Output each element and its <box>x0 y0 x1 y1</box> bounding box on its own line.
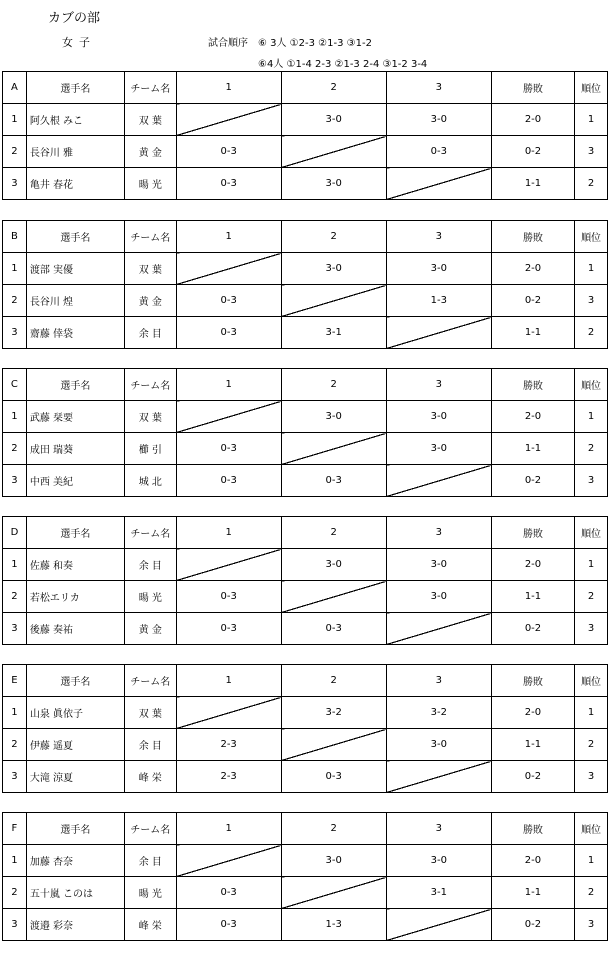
player-number: 1 <box>3 549 27 581</box>
rank: 3 <box>575 465 608 497</box>
win-loss: 0-2 <box>491 465 574 497</box>
result-vs-2: 3-0 <box>281 549 386 581</box>
self-match-cell <box>386 168 491 200</box>
header-col-3: 3 <box>386 665 491 697</box>
self-match-cell <box>176 104 281 136</box>
team-name: 余 目 <box>125 317 177 349</box>
self-match-cell <box>386 613 491 645</box>
group-label: E <box>3 665 27 697</box>
player-number: 3 <box>3 761 27 793</box>
result-vs-1: 0-3 <box>176 168 281 200</box>
group-table-c <box>2 368 608 497</box>
group-label: C <box>3 369 27 401</box>
result-vs-3: 3-1 <box>386 877 491 909</box>
table-row <box>3 909 608 941</box>
player-number: 3 <box>3 909 27 941</box>
group-label: D <box>3 517 27 549</box>
team-name: 双 葉 <box>125 253 177 285</box>
result-vs-2: 3-0 <box>281 168 386 200</box>
table-row <box>3 168 608 200</box>
win-loss: 2-0 <box>491 549 574 581</box>
rank: 1 <box>575 697 608 729</box>
win-loss: 1-1 <box>491 581 574 613</box>
header-col-3: 3 <box>386 72 491 104</box>
self-match-cell <box>176 845 281 877</box>
header-col-2: 2 <box>281 221 386 253</box>
player-name: 阿久根 みこ <box>26 104 124 136</box>
team-name: 黄 金 <box>125 136 177 168</box>
team-name: 峰 栄 <box>125 909 177 941</box>
header-team: チーム名 <box>125 221 177 253</box>
rank: 2 <box>575 729 608 761</box>
header-col-2: 2 <box>281 72 386 104</box>
player-number: 1 <box>3 104 27 136</box>
header-col-2: 2 <box>281 369 386 401</box>
player-number: 2 <box>3 729 27 761</box>
player-number: 2 <box>3 581 27 613</box>
result-vs-3: 3-0 <box>386 549 491 581</box>
player-number: 3 <box>3 465 27 497</box>
result-vs-1: 2-3 <box>176 729 281 761</box>
result-vs-3: 3-0 <box>386 581 491 613</box>
team-name: 余 目 <box>125 729 177 761</box>
match-order-four-players: ⑥4人 ①1-4 2-3 ②1-3 2-4 ③1-2 3-4 <box>258 59 428 70</box>
player-number: 2 <box>3 877 27 909</box>
header-rank: 順位 <box>575 369 608 401</box>
result-vs-1: 0-3 <box>176 136 281 168</box>
win-loss: 1-1 <box>491 729 574 761</box>
player-name: 亀井 春花 <box>26 168 124 200</box>
player-name: 中西 美紀 <box>26 465 124 497</box>
header-col-2: 2 <box>281 517 386 549</box>
self-match-cell <box>281 877 386 909</box>
header-team: チーム名 <box>125 517 177 549</box>
win-loss: 2-0 <box>491 253 574 285</box>
header-col-1: 1 <box>176 665 281 697</box>
rank: 2 <box>575 433 608 465</box>
self-match-cell <box>281 729 386 761</box>
team-name: 双 葉 <box>125 697 177 729</box>
header-team: チーム名 <box>125 813 177 845</box>
win-loss: 0-2 <box>491 285 574 317</box>
group-table-d <box>2 516 608 645</box>
result-vs-2: 3-2 <box>281 697 386 729</box>
group-label: F <box>3 813 27 845</box>
rank: 3 <box>575 909 608 941</box>
result-vs-3: 1-3 <box>386 285 491 317</box>
player-name: 山泉 眞依子 <box>26 697 124 729</box>
header-win-loss: 勝敗 <box>491 813 574 845</box>
player-name: 長谷川 煌 <box>26 285 124 317</box>
player-name: 成田 瑞葵 <box>26 433 124 465</box>
header-name: 選手名 <box>26 369 124 401</box>
player-number: 1 <box>3 697 27 729</box>
player-number: 2 <box>3 285 27 317</box>
player-name: 渡部 実優 <box>26 253 124 285</box>
self-match-cell <box>386 909 491 941</box>
table-row <box>3 253 608 285</box>
header-col-3: 3 <box>386 813 491 845</box>
team-name: 黄 金 <box>125 613 177 645</box>
self-match-cell <box>386 465 491 497</box>
player-name: 後藤 奏祐 <box>26 613 124 645</box>
result-vs-2: 3-0 <box>281 104 386 136</box>
header-col-2: 2 <box>281 813 386 845</box>
team-name: 余 目 <box>125 549 177 581</box>
match-order-three-players: ⑥ 3人 ①2-3 ②1-3 ③1-2 <box>258 38 372 49</box>
rank: 1 <box>575 253 608 285</box>
result-vs-3: 3-0 <box>386 253 491 285</box>
header-team: チーム名 <box>125 72 177 104</box>
team-name: 黄 金 <box>125 285 177 317</box>
table-row <box>3 549 608 581</box>
player-name: 渡邉 彩奈 <box>26 909 124 941</box>
win-loss: 2-0 <box>491 401 574 433</box>
header-rank: 順位 <box>575 221 608 253</box>
player-number: 3 <box>3 317 27 349</box>
result-vs-3: 3-0 <box>386 401 491 433</box>
player-number: 1 <box>3 401 27 433</box>
player-number: 3 <box>3 168 27 200</box>
table-row <box>3 581 608 613</box>
table-row <box>3 697 608 729</box>
header-name: 選手名 <box>26 665 124 697</box>
result-vs-2: 3-0 <box>281 845 386 877</box>
header-col-3: 3 <box>386 369 491 401</box>
win-loss: 2-0 <box>491 104 574 136</box>
table-header-row <box>3 221 608 253</box>
header-name: 選手名 <box>26 813 124 845</box>
result-vs-3: 3-0 <box>386 729 491 761</box>
group-label: A <box>3 72 27 104</box>
result-vs-3: 3-2 <box>386 697 491 729</box>
result-vs-1: 0-3 <box>176 285 281 317</box>
group-table-b <box>2 220 608 349</box>
header-rank: 順位 <box>575 72 608 104</box>
result-vs-2: 1-3 <box>281 909 386 941</box>
rank: 2 <box>575 877 608 909</box>
player-name: 佐藤 和奏 <box>26 549 124 581</box>
player-name: 若松エリカ <box>26 581 124 613</box>
self-match-cell <box>176 549 281 581</box>
result-vs-2: 0-3 <box>281 761 386 793</box>
table-row <box>3 136 608 168</box>
team-name: 双 葉 <box>125 401 177 433</box>
team-name: 櫛 引 <box>125 433 177 465</box>
player-number: 2 <box>3 136 27 168</box>
table-header-row <box>3 665 608 697</box>
player-name: 五十嵐 このは <box>26 877 124 909</box>
player-name: 大滝 涼夏 <box>26 761 124 793</box>
win-loss: 1-1 <box>491 877 574 909</box>
table-row <box>3 877 608 909</box>
team-name: 暘 光 <box>125 168 177 200</box>
self-match-cell <box>281 581 386 613</box>
result-vs-3: 0-3 <box>386 136 491 168</box>
team-name: 峰 栄 <box>125 761 177 793</box>
win-loss: 0-2 <box>491 909 574 941</box>
team-name: 暘 光 <box>125 581 177 613</box>
win-loss: 0-2 <box>491 613 574 645</box>
header-team: チーム名 <box>125 369 177 401</box>
result-vs-2: 0-3 <box>281 613 386 645</box>
match-order-label: 試合順序 <box>208 38 248 49</box>
rank: 3 <box>575 613 608 645</box>
self-match-cell <box>281 285 386 317</box>
self-match-cell <box>176 697 281 729</box>
result-vs-1: 2-3 <box>176 761 281 793</box>
self-match-cell <box>176 253 281 285</box>
header-col-1: 1 <box>176 517 281 549</box>
result-vs-3: 3-0 <box>386 104 491 136</box>
player-number: 3 <box>3 613 27 645</box>
result-vs-1: 0-3 <box>176 613 281 645</box>
player-name: 齋藤 倖袋 <box>26 317 124 349</box>
result-vs-1: 0-3 <box>176 909 281 941</box>
team-name: 城 北 <box>125 465 177 497</box>
gender-label: 女子 <box>62 36 96 49</box>
player-name: 武藤 栞要 <box>26 401 124 433</box>
header-name: 選手名 <box>26 72 124 104</box>
self-match-cell <box>176 401 281 433</box>
result-vs-2: 3-1 <box>281 317 386 349</box>
header-win-loss: 勝敗 <box>491 665 574 697</box>
table-header-row <box>3 517 608 549</box>
player-name: 加藤 杏奈 <box>26 845 124 877</box>
header-name: 選手名 <box>26 221 124 253</box>
header-win-loss: 勝敗 <box>491 369 574 401</box>
table-row <box>3 465 608 497</box>
header-rank: 順位 <box>575 665 608 697</box>
rank: 2 <box>575 317 608 349</box>
table-row <box>3 761 608 793</box>
player-number: 2 <box>3 433 27 465</box>
header-rank: 順位 <box>575 813 608 845</box>
win-loss: 2-0 <box>491 845 574 877</box>
header-col-3: 3 <box>386 221 491 253</box>
result-vs-2: 0-3 <box>281 465 386 497</box>
header-col-2: 2 <box>281 665 386 697</box>
group-table-f <box>2 812 608 941</box>
result-vs-2: 3-0 <box>281 401 386 433</box>
result-vs-1: 0-3 <box>176 433 281 465</box>
player-number: 1 <box>3 253 27 285</box>
header-name: 選手名 <box>26 517 124 549</box>
win-loss: 0-2 <box>491 761 574 793</box>
group-table-a <box>2 71 608 200</box>
rank: 2 <box>575 168 608 200</box>
table-row <box>3 401 608 433</box>
team-name: 余 目 <box>125 845 177 877</box>
result-vs-3: 3-0 <box>386 845 491 877</box>
rank: 1 <box>575 104 608 136</box>
player-number: 1 <box>3 845 27 877</box>
rank: 3 <box>575 761 608 793</box>
table-header-row <box>3 72 608 104</box>
self-match-cell <box>281 433 386 465</box>
header-col-1: 1 <box>176 369 281 401</box>
player-name: 伊藤 遥夏 <box>26 729 124 761</box>
table-row <box>3 433 608 465</box>
self-match-cell <box>386 761 491 793</box>
table-row <box>3 104 608 136</box>
header-win-loss: 勝敗 <box>491 517 574 549</box>
result-vs-1: 0-3 <box>176 877 281 909</box>
table-row <box>3 729 608 761</box>
result-vs-1: 0-3 <box>176 465 281 497</box>
header-team: チーム名 <box>125 665 177 697</box>
win-loss: 1-1 <box>491 168 574 200</box>
table-row <box>3 613 608 645</box>
header-win-loss: 勝敗 <box>491 221 574 253</box>
group-label: B <box>3 221 27 253</box>
header-col-1: 1 <box>176 221 281 253</box>
header-win-loss: 勝敗 <box>491 72 574 104</box>
header-rank: 順位 <box>575 517 608 549</box>
header-col-3: 3 <box>386 517 491 549</box>
win-loss: 0-2 <box>491 136 574 168</box>
result-vs-2: 3-0 <box>281 253 386 285</box>
result-vs-3: 3-0 <box>386 433 491 465</box>
win-loss: 1-1 <box>491 433 574 465</box>
table-row <box>3 285 608 317</box>
rank: 3 <box>575 285 608 317</box>
rank: 2 <box>575 581 608 613</box>
table-header-row <box>3 813 608 845</box>
group-table-e <box>2 664 608 793</box>
rank: 1 <box>575 845 608 877</box>
page-title: カブの部 <box>48 11 101 26</box>
rank: 1 <box>575 549 608 581</box>
table-row <box>3 845 608 877</box>
rank: 1 <box>575 401 608 433</box>
self-match-cell <box>386 317 491 349</box>
table-row <box>3 317 608 349</box>
result-vs-1: 0-3 <box>176 317 281 349</box>
result-vs-1: 0-3 <box>176 581 281 613</box>
win-loss: 2-0 <box>491 697 574 729</box>
rank: 3 <box>575 136 608 168</box>
header-col-1: 1 <box>176 72 281 104</box>
header-col-1: 1 <box>176 813 281 845</box>
team-name: 双 葉 <box>125 104 177 136</box>
win-loss: 1-1 <box>491 317 574 349</box>
player-name: 長谷川 雅 <box>26 136 124 168</box>
self-match-cell <box>281 136 386 168</box>
team-name: 暘 光 <box>125 877 177 909</box>
table-header-row <box>3 369 608 401</box>
